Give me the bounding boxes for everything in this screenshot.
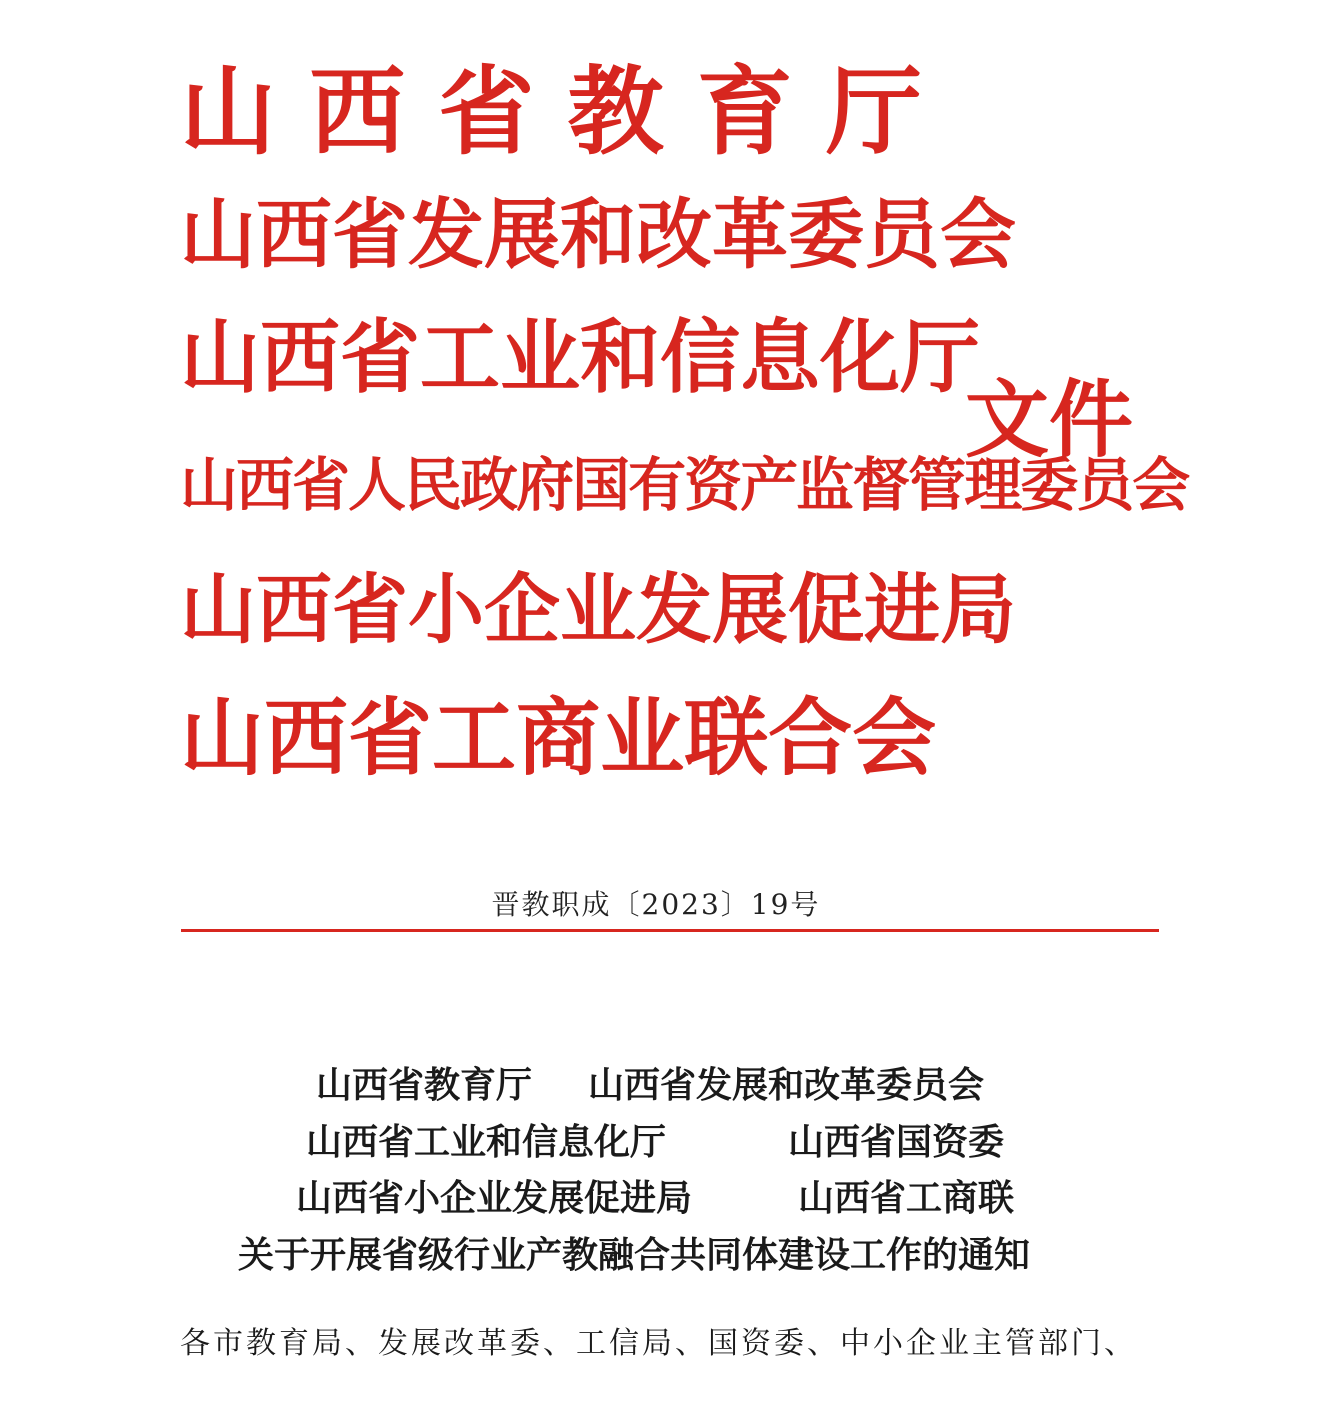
org-character: 局 (940, 565, 1016, 654)
org-character: 会 (1132, 451, 1189, 519)
org-character: 西 (236, 451, 293, 519)
org-character: 促 (788, 565, 864, 654)
org-character: 企 (484, 565, 560, 654)
org-line-federation-industry-commerce (180, 687, 937, 787)
addressee-line: 各市教育局、发展改革委、工信局、国资委、中小企业主管部门、 (180, 1326, 1137, 1361)
org-character: 合 (768, 687, 853, 787)
org-character: 工 (420, 310, 500, 404)
org-character: 厅 (825, 55, 922, 168)
org-character: 和 (580, 310, 660, 404)
org-character: 委 (788, 190, 864, 279)
red-separator-line (181, 929, 1159, 932)
org-character: 山 (180, 55, 276, 168)
org-character: 委 (1020, 451, 1077, 519)
org-character: 联 (684, 687, 769, 787)
org-character: 改 (636, 190, 712, 279)
org-line-state-assets-commission (180, 440, 1189, 530)
org-character: 教 (567, 55, 664, 168)
org-character: 工 (432, 687, 517, 787)
org-character: 省 (292, 451, 349, 519)
title-org-federation: 山西省工商联 (798, 1177, 1015, 1219)
org-character: 国 (572, 451, 629, 519)
org-character: 革 (712, 190, 788, 279)
org-character: 展 (484, 190, 560, 279)
org-character: 省 (332, 565, 408, 654)
org-character: 和 (560, 190, 636, 279)
document-number (0, 883, 1322, 923)
org-character: 小 (408, 565, 484, 654)
document-number-text: 晋教职成〔2023〕19号 (491, 888, 821, 921)
org-character: 山 (180, 190, 256, 279)
org-character: 山 (180, 310, 260, 404)
org-line-small-enterprise-bureau (180, 565, 1016, 655)
org-character: 西 (256, 190, 332, 279)
org-character: 山 (180, 451, 237, 519)
org-character: 西 (264, 687, 349, 787)
org-character: 管 (908, 451, 965, 519)
org-character: 厅 (900, 310, 980, 404)
org-character: 发 (408, 190, 484, 279)
org-character: 理 (964, 451, 1021, 519)
title-org-education: 山西省教育厅 (316, 1064, 533, 1106)
org-character: 业 (600, 687, 685, 787)
org-character: 省 (438, 55, 535, 168)
org-character: 息 (740, 310, 820, 404)
org-character: 发 (636, 565, 712, 654)
org-character: 省 (348, 687, 433, 787)
org-character: 商 (516, 687, 601, 787)
org-character: 资 (684, 451, 741, 519)
org-line-industry-it-department (180, 310, 980, 404)
org-character: 有 (628, 451, 685, 519)
org-character: 产 (740, 451, 797, 519)
org-character: 会 (852, 687, 937, 787)
org-character: 化 (820, 310, 900, 404)
title-org-state-assets: 山西省国资委 (788, 1121, 1005, 1163)
org-character: 会 (940, 190, 1016, 279)
org-character: 员 (864, 190, 940, 279)
org-character: 省 (332, 190, 408, 279)
org-character: 业 (560, 565, 636, 654)
org-character: 育 (696, 55, 793, 168)
document-suffix: 文件 (965, 370, 1134, 469)
org-character: 人 (348, 451, 405, 519)
org-character: 西 (309, 55, 406, 168)
org-line-education-department (180, 55, 922, 168)
org-character: 山 (180, 687, 265, 787)
org-character: 业 (500, 310, 580, 404)
org-character: 山 (180, 565, 256, 654)
org-character: 督 (852, 451, 909, 519)
title-subject: 关于开展省级行业产教融合共同体建设工作的通知 (238, 1234, 1031, 1276)
title-org-small-enterprise: 山西省小企业发展促进局 (296, 1177, 693, 1219)
title-org-industry-it: 山西省工业和信息化厅 (306, 1121, 667, 1163)
title-org-development-reform: 山西省发展和改革委员会 (588, 1064, 985, 1106)
org-character: 展 (712, 565, 788, 654)
org-character: 民 (404, 451, 461, 519)
org-line-development-reform-commission (180, 190, 1016, 280)
org-character: 西 (260, 310, 340, 404)
org-character: 进 (864, 565, 940, 654)
org-character: 西 (256, 565, 332, 654)
org-character: 政 (460, 451, 517, 519)
org-character: 信 (660, 310, 740, 404)
org-character: 府 (516, 451, 573, 519)
org-character: 员 (1076, 451, 1133, 519)
org-character: 省 (340, 310, 420, 404)
org-character: 监 (796, 451, 853, 519)
